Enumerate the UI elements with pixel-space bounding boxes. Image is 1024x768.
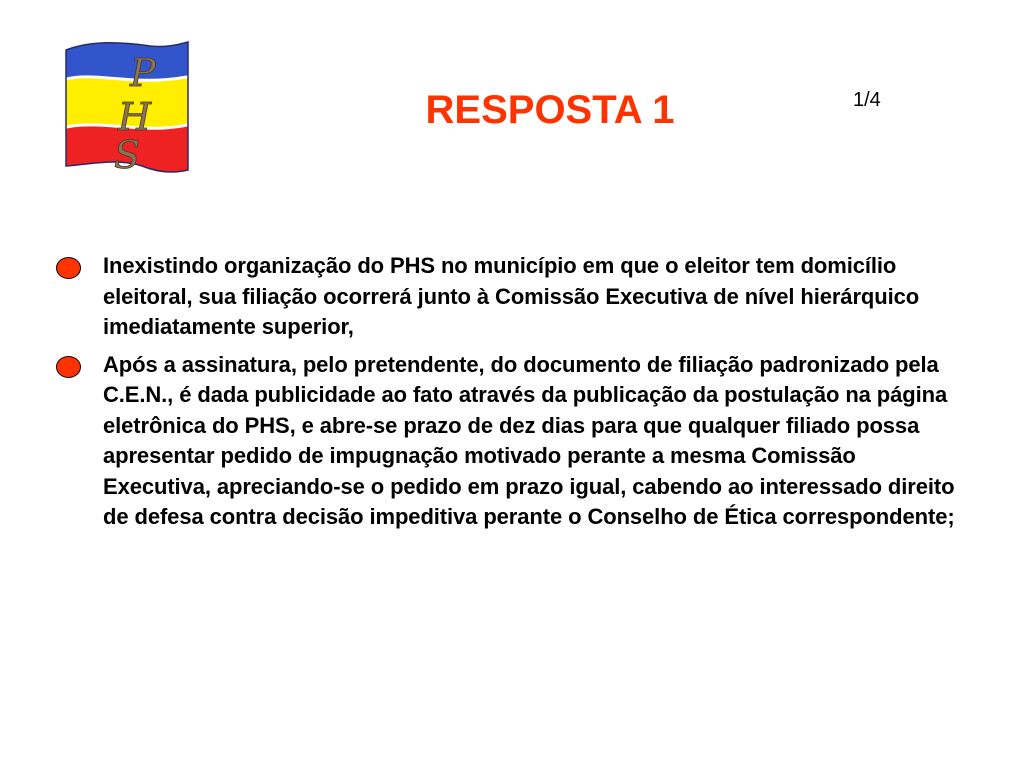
- bullet-text: Após a assinatura, pelo pretendente, do documento de filiação padronizado pela C.E.N., é dada publicidade ao fato através da publicação da postulação na página eletrônica do PHS, e abre-se prazo de dez dias para que qualquer filiado possa apresentar pedido de impugnação motivado perante a mesma Comissão Executiva, apreciando-se o pedido em prazo igual, cabendo ao interessado direito de defesa contra decisão impeditiva perante o Conselho de Ética correspondente;: [103, 351, 955, 529]
- bullet-list: [55, 251, 955, 540]
- bullet-circle-icon: [56, 356, 81, 378]
- page-number: 1/4: [853, 89, 881, 111]
- phs-flag-logo: [62, 40, 192, 174]
- bullet-item: [55, 350, 955, 533]
- flag-letter-h: H: [118, 95, 152, 139]
- flag-letter-s: S: [114, 133, 141, 174]
- flag-letter-p: P: [130, 51, 156, 95]
- slide-title: RESPOSTA 1: [425, 88, 675, 132]
- bullet-item: [55, 251, 955, 343]
- bullet-text: Inexistindo organização do PHS no município em que o eleitor tem domicílio eleitoral, sua filiação ocorrerá junto à Comissão Executiva de nível hierárquico imediatamente superior,: [103, 253, 920, 339]
- bullet-circle-icon: [56, 257, 81, 279]
